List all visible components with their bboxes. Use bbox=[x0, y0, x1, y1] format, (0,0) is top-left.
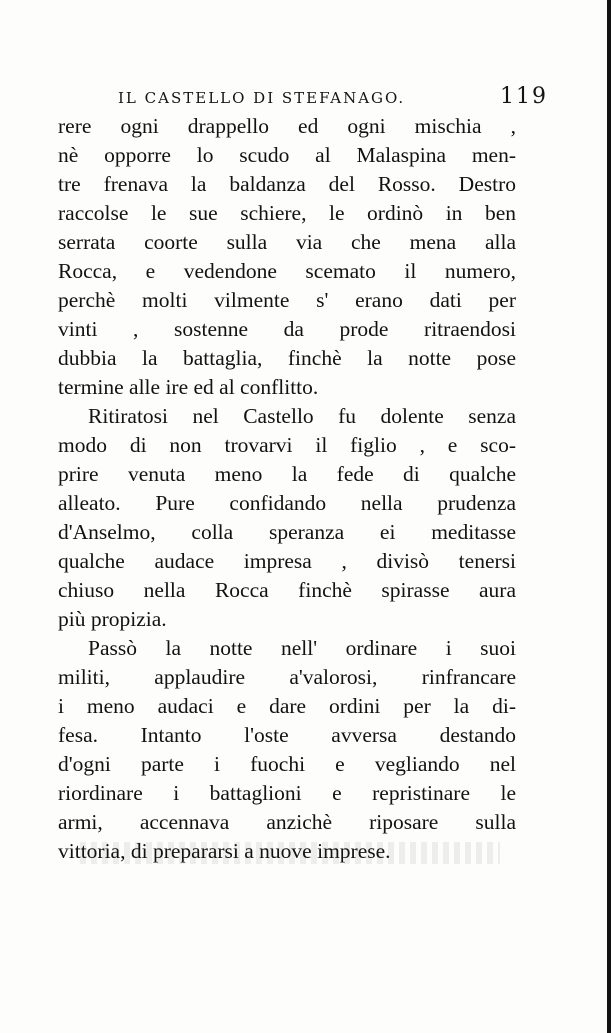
text-line: nè opporre lo scudo al Malaspina men- bbox=[58, 143, 516, 167]
text-line: tre frenava la baldanza del Rosso. Destro bbox=[58, 172, 516, 196]
text-line: serrata coorte sulla via che mena alla bbox=[58, 230, 516, 254]
text-line: riordinare i battaglioni e repristinare le bbox=[58, 781, 516, 805]
text-line: rere ogni drappello ed ogni mischia , bbox=[58, 114, 516, 138]
text-line: fesa. Intanto l'oste avversa destando bbox=[58, 723, 516, 747]
text-line: armi, accennava anzichè riposare sulla bbox=[58, 810, 516, 834]
running-title: IL CASTELLO DI STEFANAGO. bbox=[118, 89, 406, 107]
text-line: raccolse le sue schiere, le ordinò in ben bbox=[58, 201, 516, 225]
paragraph bbox=[58, 112, 516, 402]
bleed-through-shadow bbox=[80, 842, 500, 864]
text-line: perchè molti vilmente s' erano dati per bbox=[58, 288, 516, 312]
paragraph bbox=[58, 402, 516, 634]
text-line: vittoria, di prepararsi a nuove imprese. bbox=[58, 839, 391, 863]
text-line: chiuso nella Rocca finchè spirasse aura bbox=[58, 578, 516, 602]
page-header bbox=[118, 86, 548, 112]
page-number: 119 bbox=[500, 84, 548, 109]
paragraph bbox=[58, 634, 516, 866]
text-line: termine alle ire ed al conflitto. bbox=[58, 375, 319, 399]
text-line: d'ogni parte i fuochi e vegliando nel bbox=[58, 752, 516, 776]
text-line: qualche audace impresa , divisò tenersi bbox=[58, 549, 516, 573]
text-line: più propizia. bbox=[58, 607, 167, 631]
text-line: d'Anselmo, colla speranza ei meditasse bbox=[58, 520, 516, 544]
page-edge bbox=[607, 0, 611, 1033]
text-line: Rocca, e vedendone scemato il numero, bbox=[58, 259, 516, 283]
body-text bbox=[58, 112, 516, 866]
text-line: Passò la notte nell' ordinare i suoi bbox=[88, 636, 516, 660]
text-line: dubbia la battaglia, finchè la notte pose bbox=[58, 346, 516, 370]
text-line: alleato. Pure confidando nella prudenza bbox=[58, 491, 516, 515]
text-line: militi, applaudire a'valorosi, rinfrancare bbox=[58, 665, 516, 689]
text-line: modo di non trovarvi il figlio , e sco- bbox=[58, 433, 516, 457]
text-line: vinti , sostenne da prode ritraendosi bbox=[58, 317, 516, 341]
text-line: prire venuta meno la fede di qualche bbox=[58, 462, 516, 486]
text-line: Ritiratosi nel Castello fu dolente senza bbox=[88, 404, 516, 428]
text-line: i meno audaci e dare ordini per la di- bbox=[58, 694, 516, 718]
